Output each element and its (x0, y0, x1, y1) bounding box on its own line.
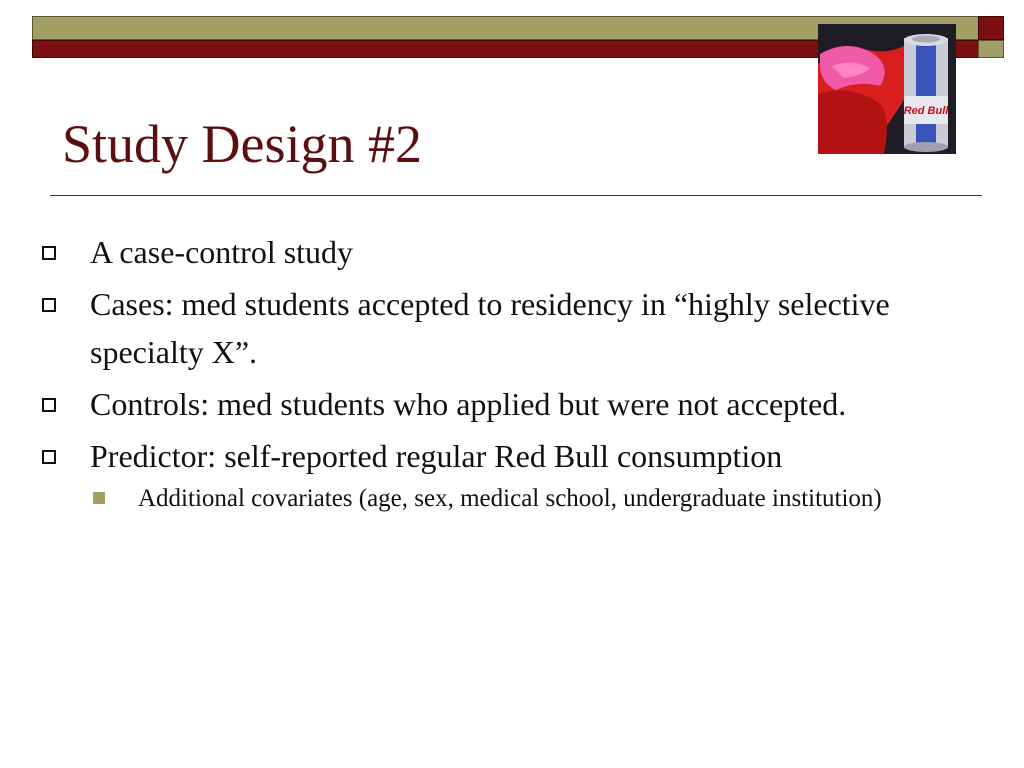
bullet-text: Controls: med students who applied but were not accepted. (90, 386, 847, 422)
hollow-square-bullet-icon (42, 298, 56, 312)
slide-title: Study Design #2 (62, 114, 423, 174)
bullet-item (40, 228, 1000, 276)
title-divider (50, 195, 982, 196)
bullet-item (40, 380, 1000, 428)
hollow-square-bullet-icon (42, 450, 56, 464)
sub-bullet-text: Additional covariates (age, sex, medical school, undergraduate institution) (138, 485, 882, 512)
hollow-square-bullet-icon (42, 398, 56, 412)
sub-bullet-item (40, 480, 938, 518)
corner-red-square (978, 16, 1004, 40)
bullet-item (40, 432, 1000, 480)
can-label-text: Red Bull (903, 105, 949, 117)
red-bull-photo-illustration (818, 24, 956, 154)
hollow-square-bullet-icon (42, 246, 56, 260)
bullet-text: A case-control study (90, 234, 354, 270)
corner-olive-square (978, 40, 1004, 58)
bullet-item (40, 280, 1000, 376)
red-bull-photo (818, 24, 956, 154)
bullet-text: Predictor: self-reported regular Red Bull consumption (90, 438, 783, 474)
bullet-list (40, 228, 1000, 518)
filled-square-bullet-icon (93, 492, 105, 504)
bullet-text: Cases: med students accepted to residency in “highly selective specialty X”. (90, 286, 890, 370)
